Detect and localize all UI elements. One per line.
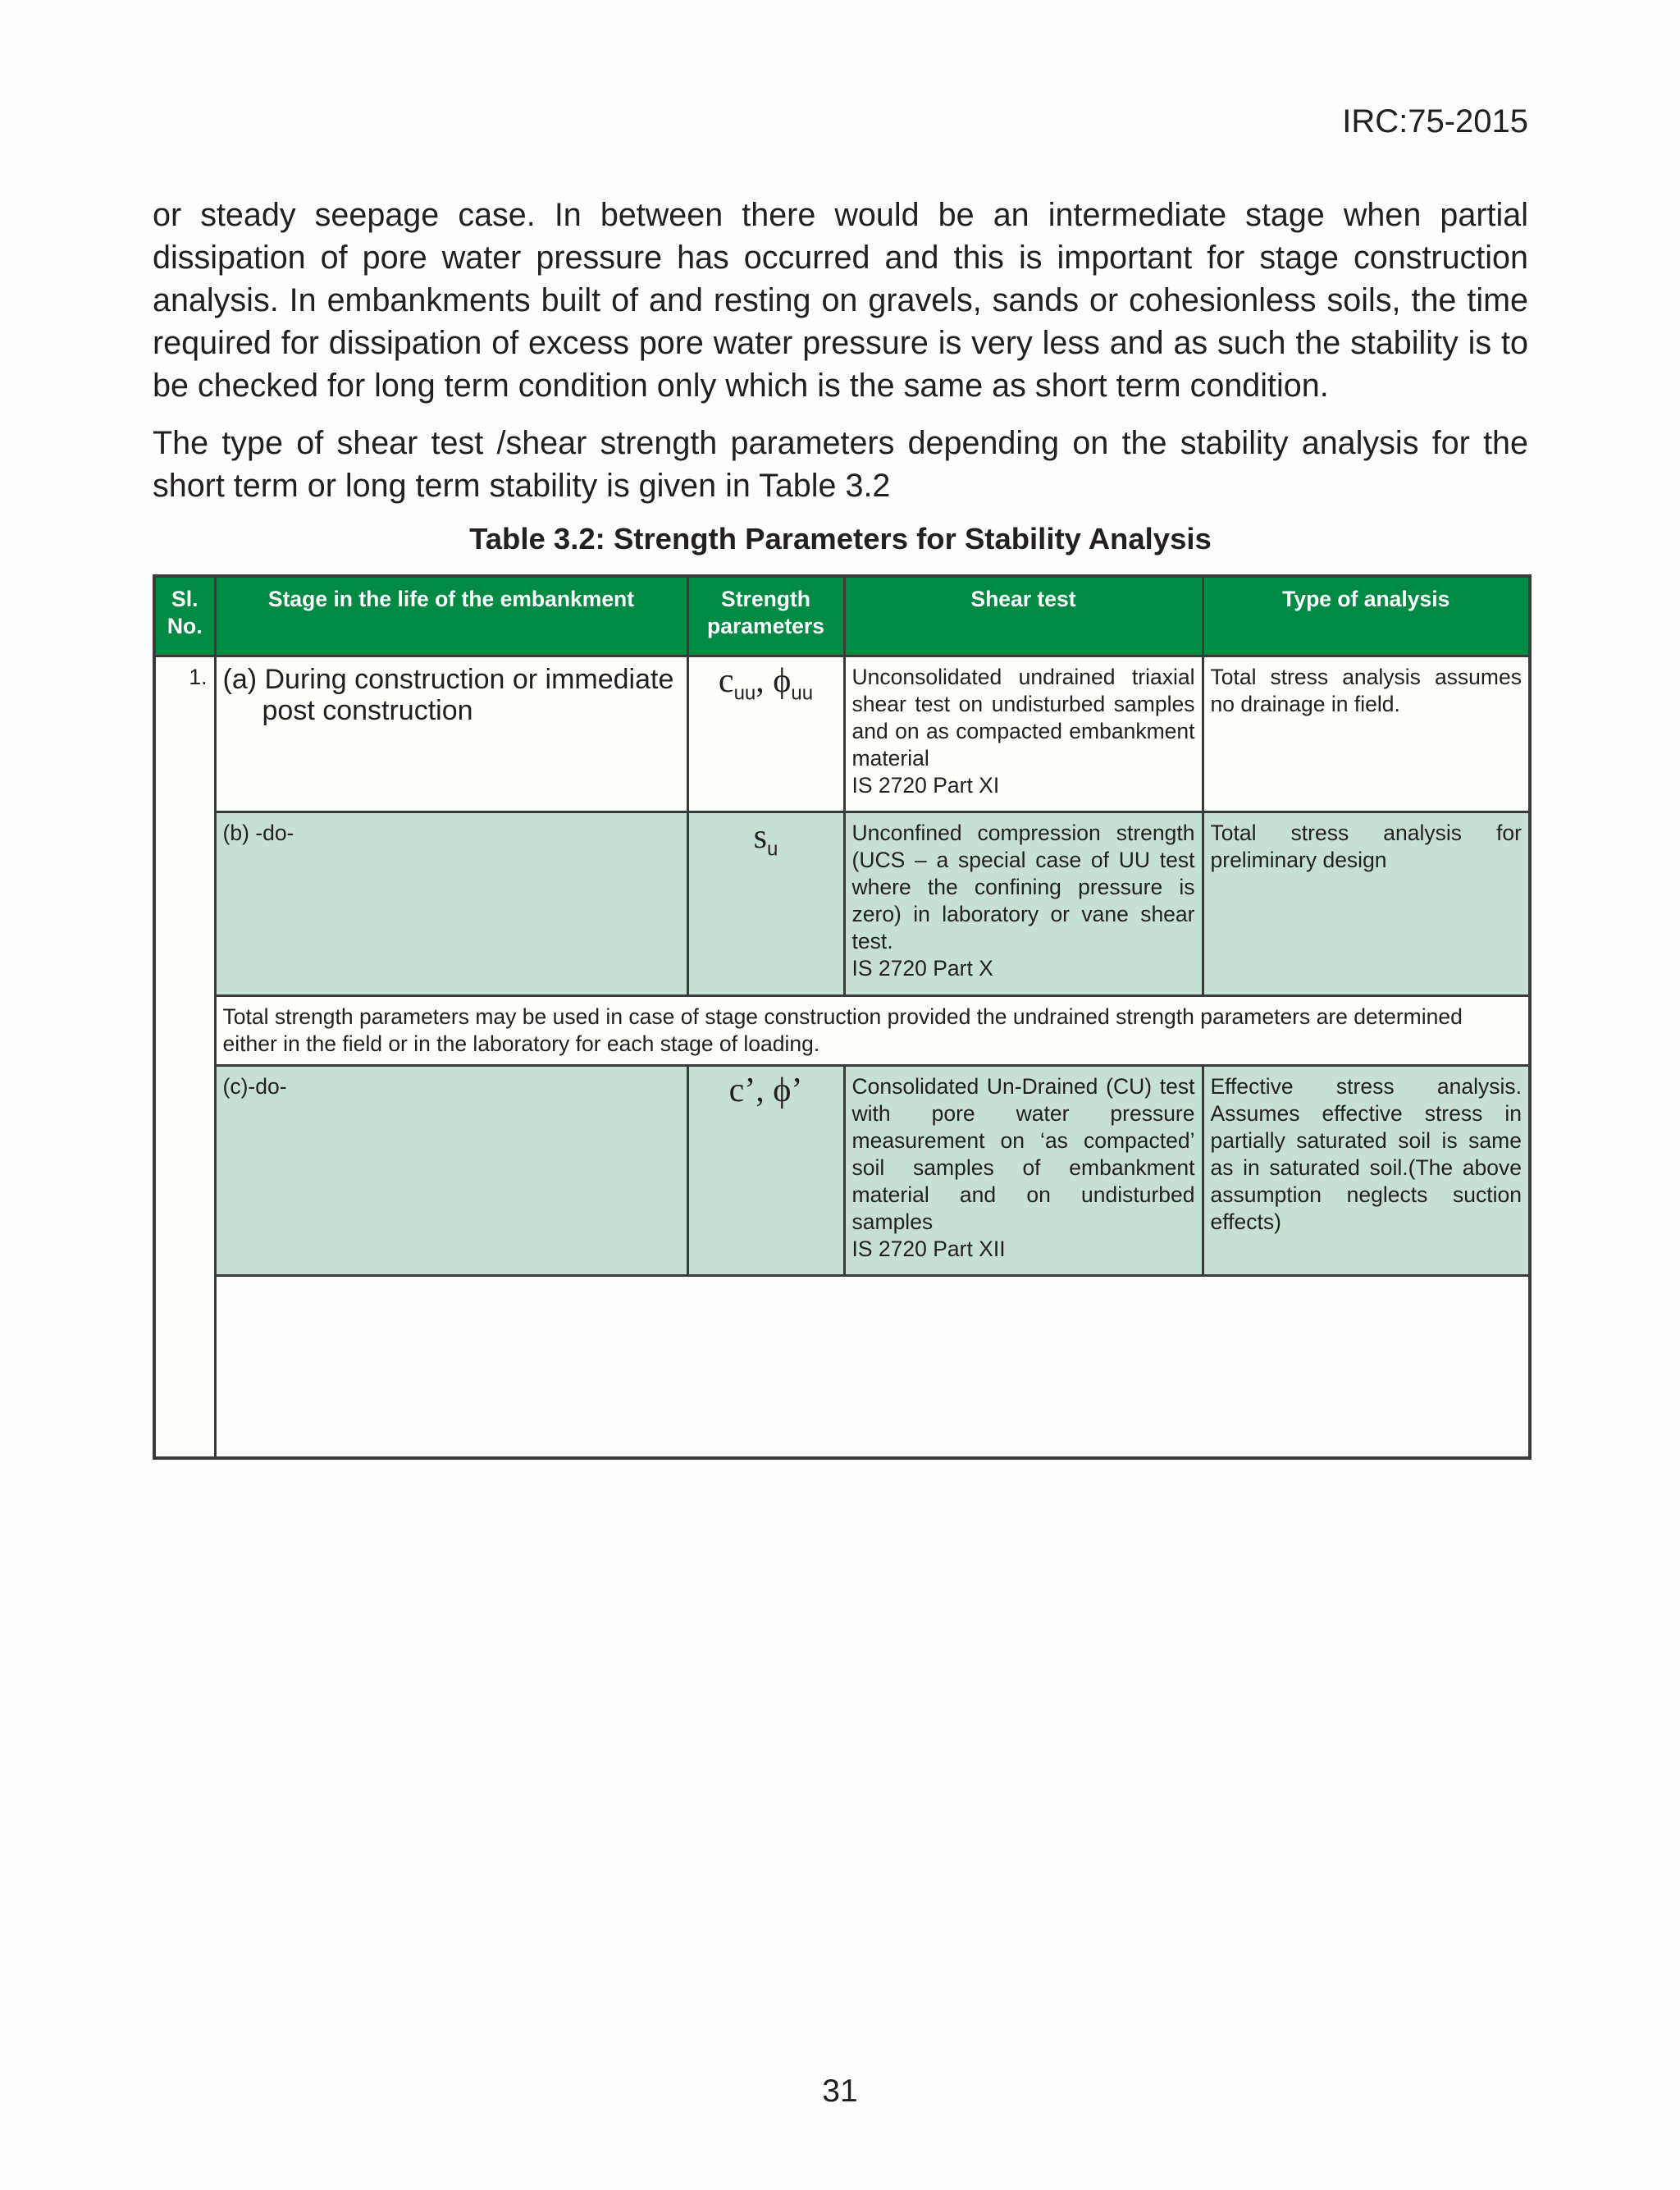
stage-line1: (a) During construction or immediate [222, 664, 674, 695]
shear-test-cell [844, 656, 1203, 812]
param-symbol [753, 818, 778, 861]
paragraph-shear-test: The type of shear test /shear strength parameters depending on the stability analysis for the short term or long term stability is given in Table 3.2 [153, 425, 1528, 504]
header-sl-no [154, 576, 215, 656]
shear-test-cell [844, 1066, 1203, 1276]
page-number: 31 [822, 2073, 858, 2109]
page-content [153, 194, 1528, 1460]
header-sl-line2: No. [167, 614, 203, 638]
strength-parameter-cell [687, 1066, 844, 1276]
param-c: c [718, 662, 734, 700]
paragraph-seepage: or steady seepage case. In between there would be an intermediate stage when partial dissipation of pore water pressure has occurred and this is important for stage construction analysis. In embankments built of and resting on gravels, sands or cohesionless soils, the time required for dissipation of excess pore water pressure is very less and as such the stability is to be checked for long term condition only which is the same as short term condition. [153, 197, 1528, 404]
shear-test-text: Unconfined compression strength (UCS – a special case of UU test where the confining pressure is zero) in laboratory or vane shear test. [851, 821, 1195, 953]
strength-parameters-table [153, 574, 1532, 1460]
header-strength-parameters [687, 576, 844, 656]
header-params-line1: Strength [721, 587, 810, 611]
strength-parameter-cell [687, 812, 844, 996]
stage-cell: (b) -do- [215, 812, 687, 996]
shear-test-reference: IS 2720 Part X [851, 956, 993, 981]
analysis-type-cell: Total stress analysis for preliminary design [1203, 812, 1530, 996]
shear-test-reference: IS 2720 Part XII [851, 1237, 1006, 1261]
stage-cell: (c)-do- [215, 1066, 687, 1276]
stage-cell [215, 656, 687, 812]
document-code: IRC:75-2015 [1342, 103, 1528, 139]
table-note-total-strength: Total strength parameters may be used in case of stage construction provided the undrained strength parameters are determined either in the field or in the laboratory for each stage of loading. [215, 996, 1530, 1066]
shear-test-text: Unconsolidated undrained triaxial shear test on undisturbed samples and on as compacted embankment material [851, 665, 1195, 770]
shear-test-reference: IS 2720 Part XI [851, 773, 1000, 798]
table-row [154, 656, 1530, 812]
sl-number-1: 1. [154, 656, 215, 1458]
header-params-line2: parameters [707, 614, 824, 638]
header-type-of-analysis: Type of analysis [1203, 576, 1530, 656]
param-s: s [753, 818, 767, 856]
table-row [154, 812, 1530, 996]
table-header-row [154, 576, 1530, 656]
stage-line2: post construction [262, 695, 473, 726]
table-row [154, 1066, 1530, 1276]
shear-test-text: Consolidated Un-Drained (CU) test with pore water pressure measurement on ‘as compacted’ soil samples of embankment material and on undisturbed samples [851, 1074, 1195, 1234]
param-symbol [718, 662, 814, 705]
table-note-row [154, 996, 1530, 1066]
param-c-sub: uu [733, 682, 756, 705]
param-separator: , [756, 662, 765, 700]
header-sl-line1: Sl. [171, 587, 199, 611]
header-stage: Stage in the life of the embankment [215, 576, 687, 656]
analysis-type-cell: Total stress analysis assumes no drainage in field. [1203, 656, 1530, 812]
param-phi-sub: uu [791, 682, 814, 705]
analysis-type-cell: Effective stress analysis. Assumes effective stress in partially saturated soil is same as in saturated soil.(The above assumption neglects suction effects) [1203, 1066, 1530, 1276]
header-shear-test: Shear test [844, 576, 1203, 656]
shear-test-cell [844, 812, 1203, 996]
param-s-sub: u [767, 838, 778, 861]
table-caption: Table 3.2: Strength Parameters for Stability Analysis [469, 522, 1212, 556]
table-row [154, 1276, 1530, 1458]
strength-parameter-cell [687, 656, 844, 812]
param-symbol: c’, ϕ’ [728, 1072, 803, 1109]
param-phi: ϕ [773, 662, 792, 700]
